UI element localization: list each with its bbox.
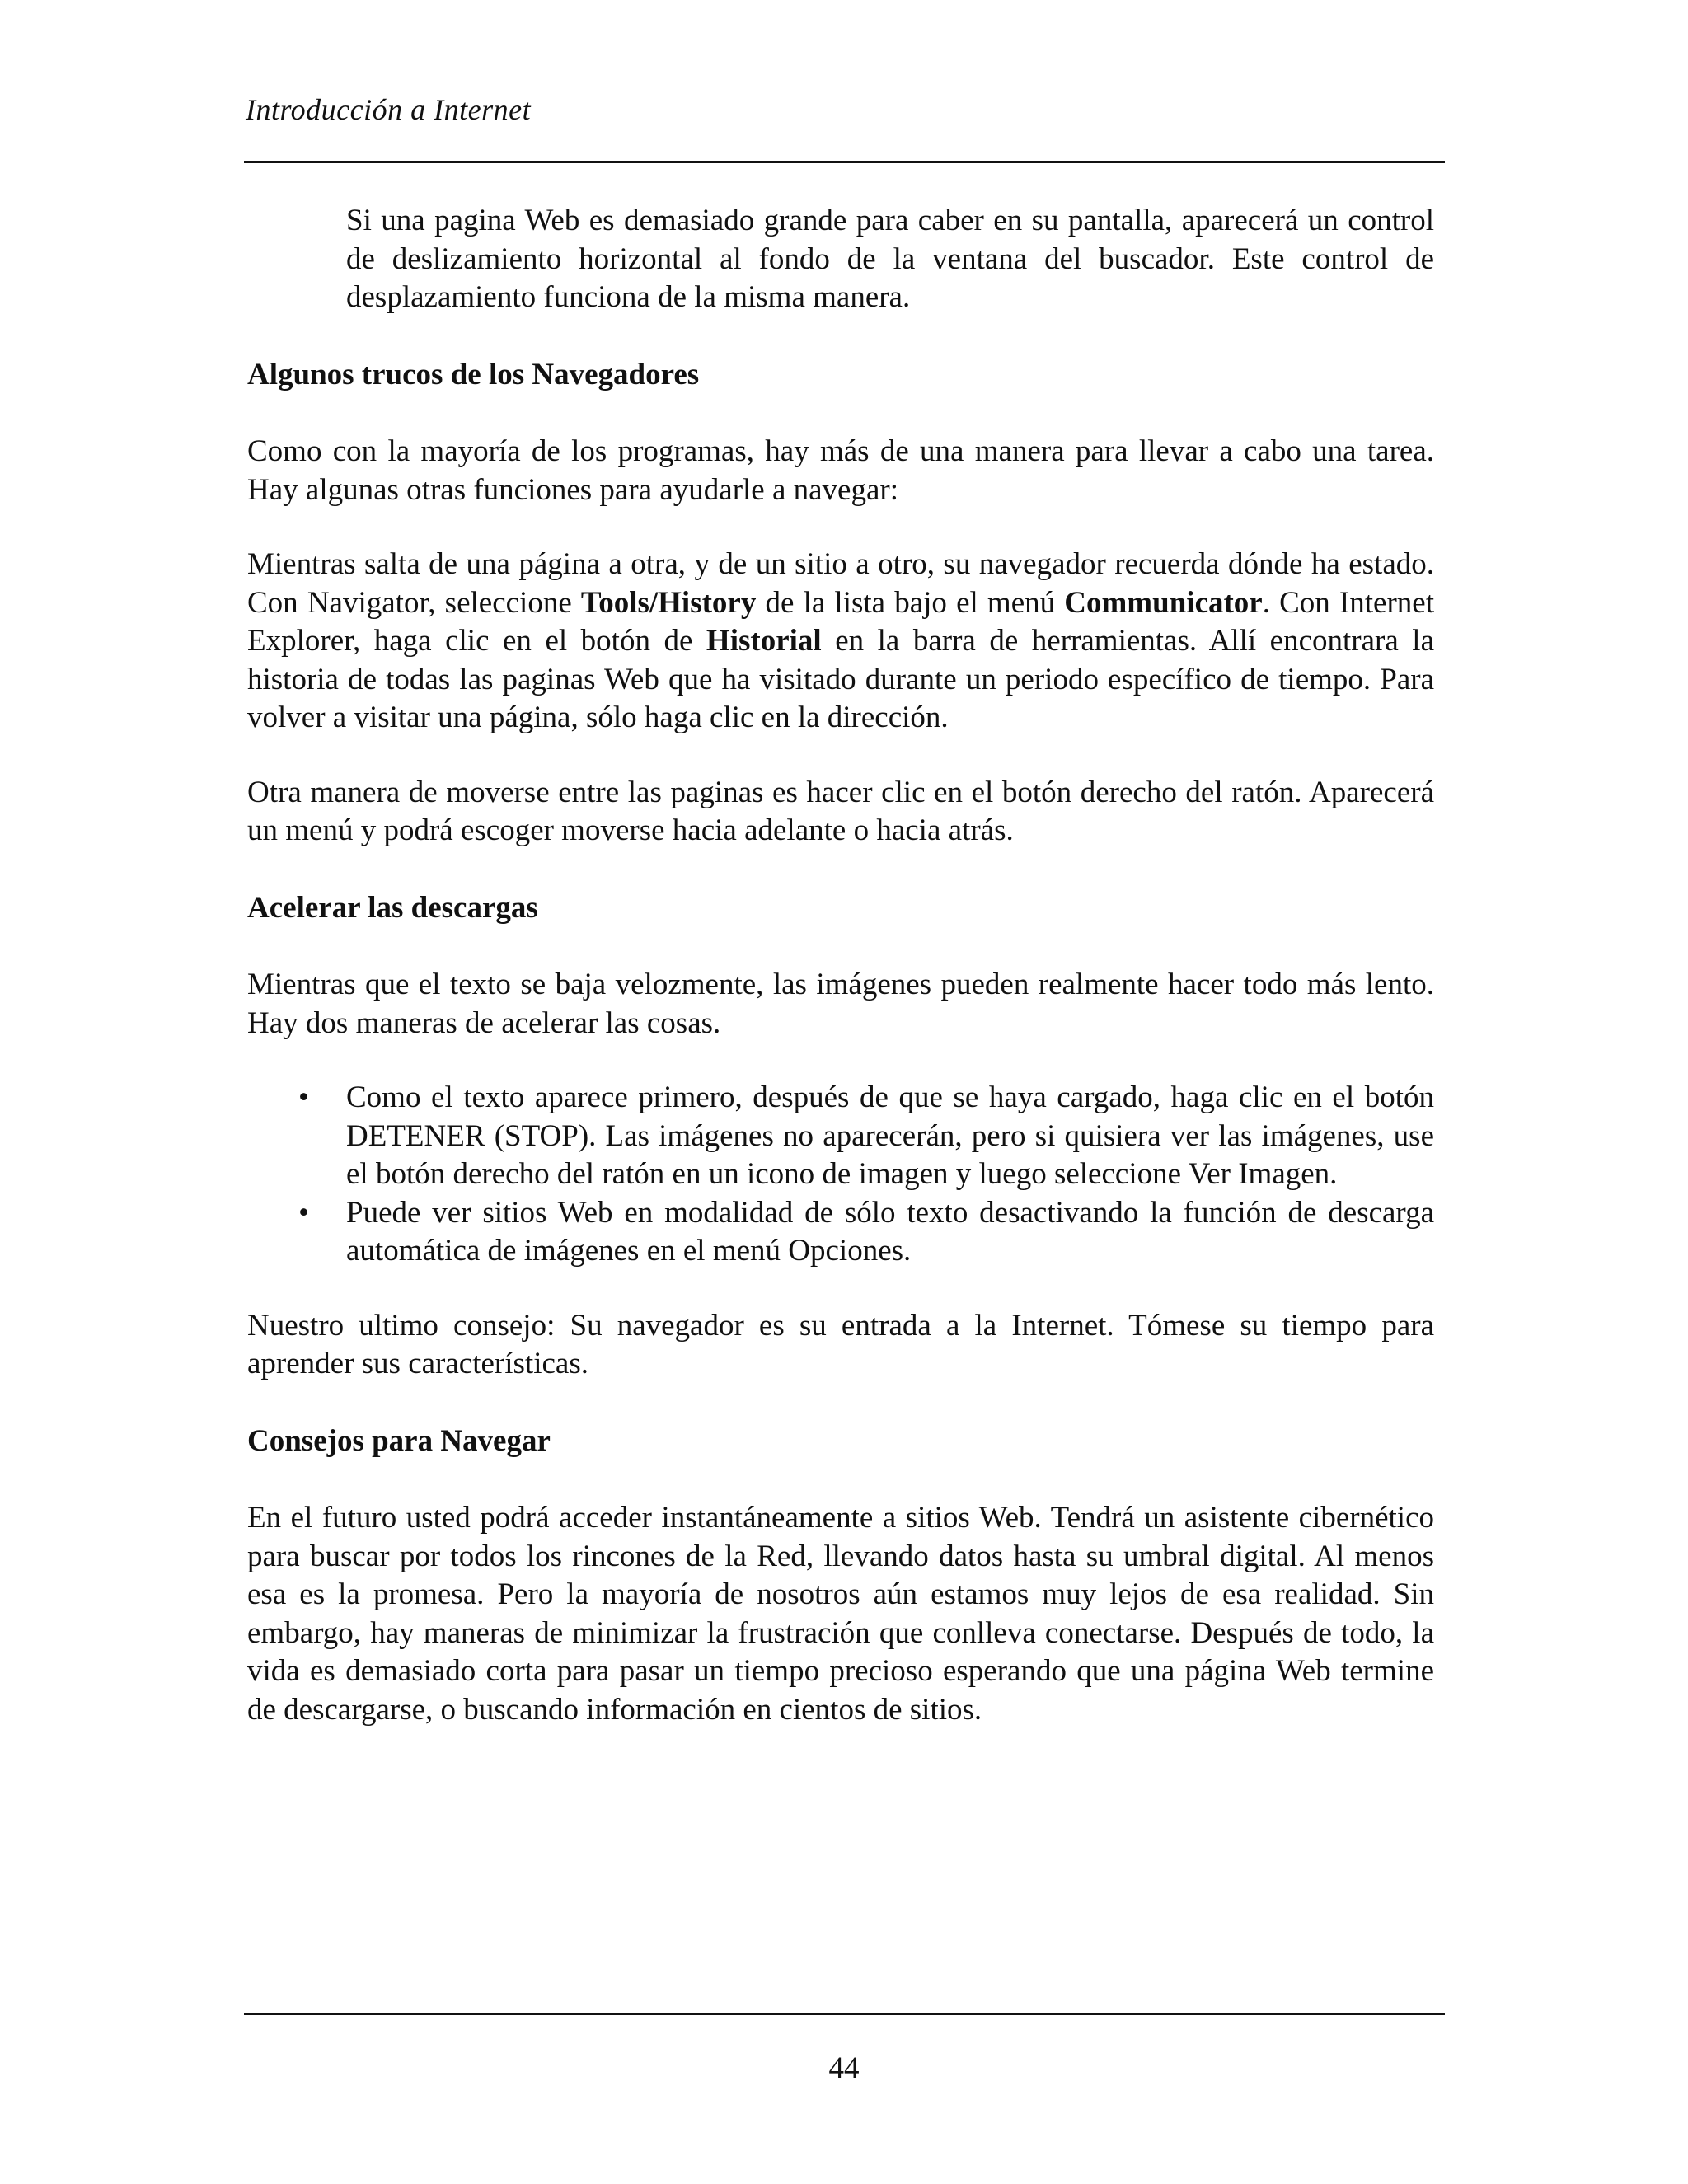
bold-term-communicator: Communicator bbox=[1064, 585, 1263, 620]
bold-term-tools-history: Tools/History bbox=[580, 585, 757, 620]
text-run: Mientras salta de una página a otra, y de un sitio a otro, su navegador recuerda dónde ha estado. Con Navigator, seleccione bbox=[247, 547, 1434, 620]
section3-paragraph-1: En el futuro usted podrá acceder instantáneamente a sitios Web. Tendrá un asistente cibernético para buscar por todos los rincones de la Red, llevando datos hasta su umbral digital. Al menos esa es la promesa. Pero la mayoría de nosotros aún estamos muy lejos de esa realidad. Sin embargo, hay maneras de minimizar la frustración que conlleva conectarse. Después de todo, la vida es demasiado corta para pasar un tiempo precioso esperando que una página Web termine de descargarse, o buscando información en cientos de sitios. bbox=[247, 1501, 1434, 1727]
bullet-icon: • bbox=[298, 1080, 309, 1114]
header-rule bbox=[244, 161, 1445, 163]
bullet-icon: • bbox=[298, 1195, 309, 1230]
header-title: Introducción a Internet bbox=[246, 93, 532, 126]
text-run: de la lista bajo el menú bbox=[756, 585, 1065, 620]
text-run: en la barra de herramientas. Allí encontrara la historia de todas las paginas Web que ha visitado durante un periodo específico de tiempo. Para volver a visitar una página, sólo haga clic en la dirección. bbox=[247, 624, 1435, 734]
list-item-text: Como el texto aparece primero, después de que se haya cargado, haga clic en el botón DETENER (STOP). Las imágenes no aparecerán, pero si quisiera ver las imágenes, use el botón derecho del ratón en un icono de imagen y luego seleccione Ver Imagen. bbox=[346, 1080, 1434, 1191]
list-item-text: Puede ver sitios Web en modalidad de sólo texto desactivando la función de descarga automática de imágenes en el menú Opciones. bbox=[346, 1195, 1434, 1268]
page-number: 44 bbox=[828, 2051, 860, 2085]
section-heading-consejos: Consejos para Navegar bbox=[247, 1423, 551, 1458]
section2-paragraph-2: Nuestro ultimo consejo: Su navegador es su entrada a la Internet. Tómese su tiempo para aprender sus características. bbox=[247, 1308, 1434, 1380]
section1-paragraph-2 bbox=[247, 546, 1434, 738]
text-run: . Con Internet Explorer, haga clic en el botón de bbox=[247, 585, 1434, 658]
section1-paragraph-1: Como con la mayoría de los programas, hay más de una manera para llevar a cabo una tarea. Hay algunas otras funciones para ayudarle a navegar: bbox=[247, 434, 1434, 507]
intro-paragraph: Si una pagina Web es demasiado grande para caber en su pantalla, aparecerá un control de deslizamiento horizontal al fondo de la ventana del buscador. Este control de desplazamiento funciona de la misma manera. bbox=[346, 204, 1434, 314]
section-heading-descargas: Acelerar las descargas bbox=[247, 890, 538, 925]
bullet-list bbox=[247, 1079, 1434, 1271]
list-item bbox=[247, 1194, 1434, 1271]
section-heading-trucos: Algunos trucos de los Navegadores bbox=[247, 357, 700, 391]
page-body bbox=[247, 202, 1434, 1729]
bold-term-historial: Historial bbox=[706, 624, 822, 658]
section1-paragraph-3: Otra manera de moverse entre las paginas es hacer clic en el botón derecho del ratón. Aparecerá un menú y podrá escoger moverse hacia adelante o hacia atrás. bbox=[247, 775, 1434, 847]
section2-paragraph-1: Mientras que el texto se baja velozmente, las imágenes pueden realmente hacer todo más lento. Hay dos maneras de acelerar las cosas. bbox=[247, 968, 1434, 1040]
list-item bbox=[247, 1079, 1434, 1194]
footer-rule bbox=[244, 2013, 1445, 2015]
